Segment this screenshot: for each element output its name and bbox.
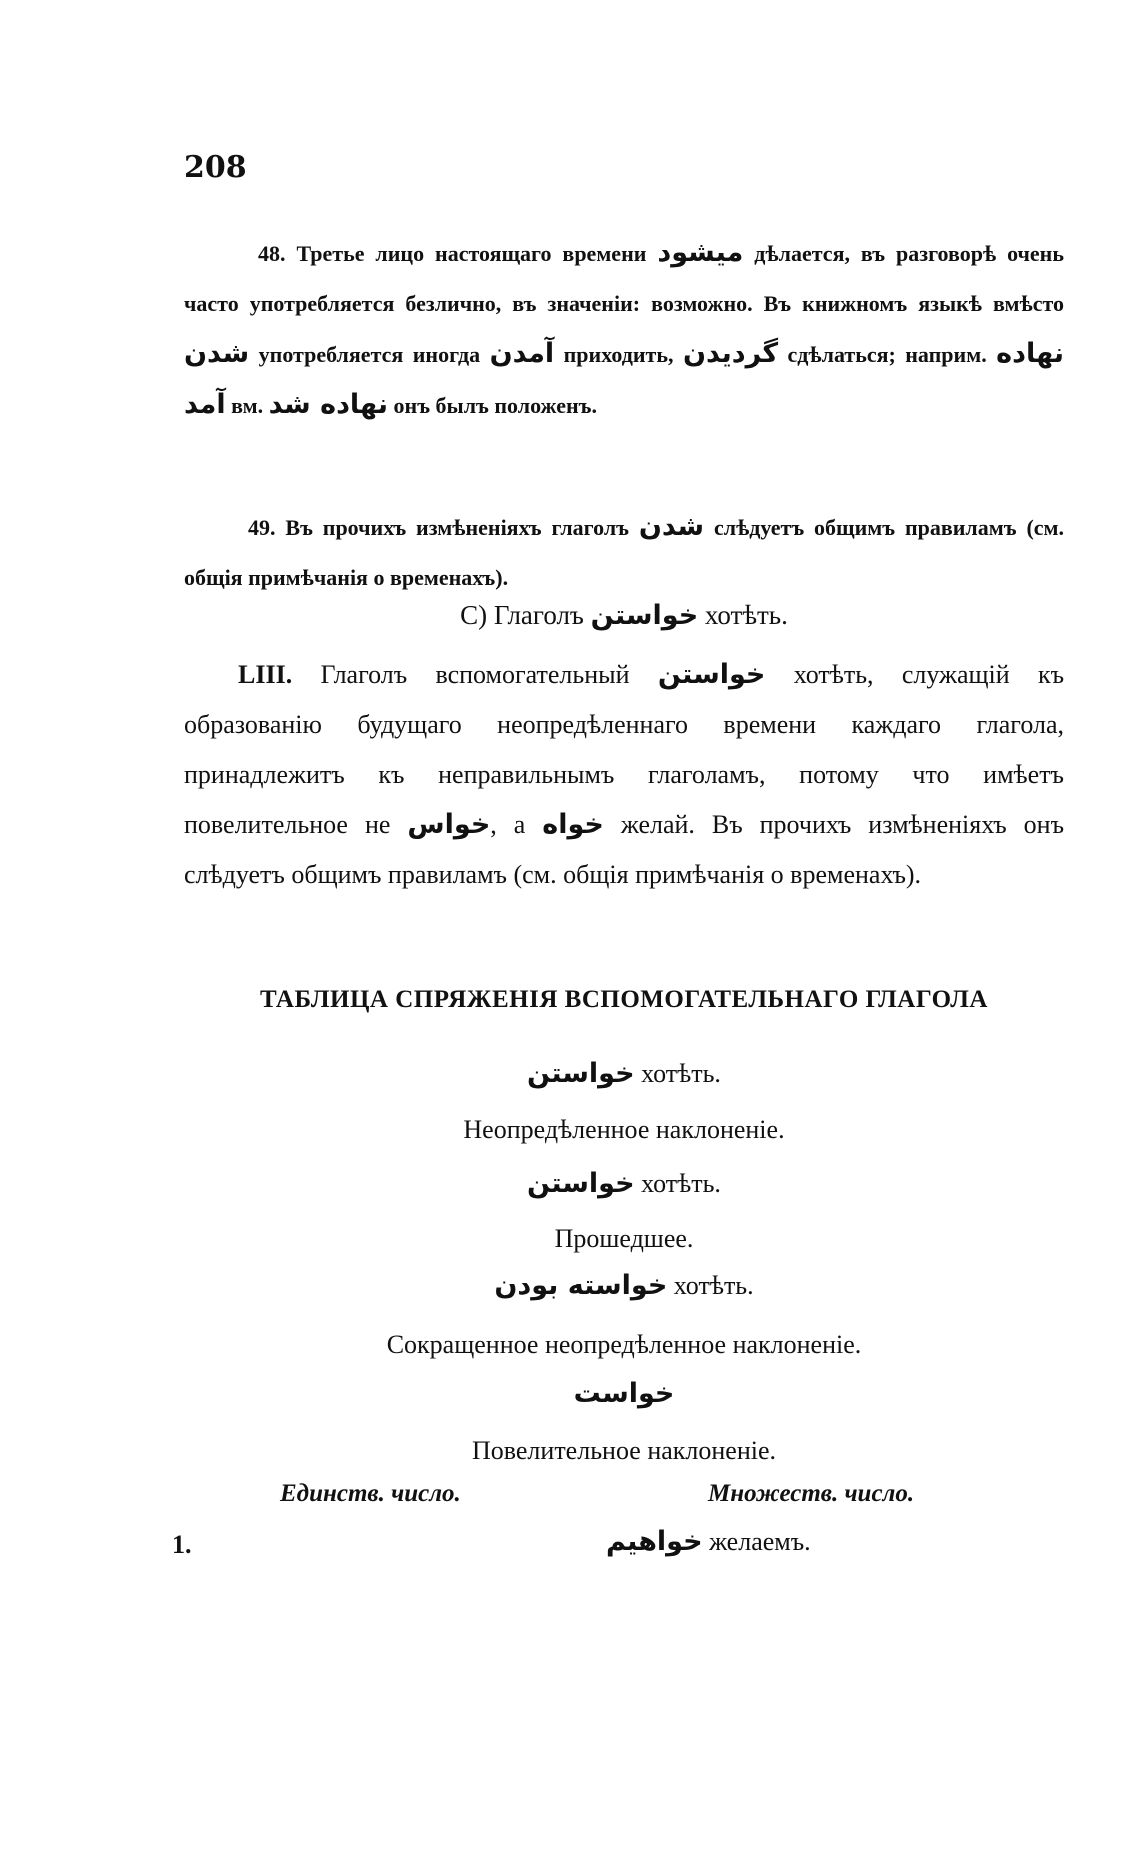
paragraph-number: 49. (248, 515, 276, 540)
table-row-1-plural (606, 1526, 811, 1557)
persian-word: خواستن (527, 1168, 635, 1199)
page-number: 208 (184, 150, 247, 185)
table-line-8: Повелительное наклоненіе. (471, 1436, 777, 1465)
persian-word: گردیدن (682, 338, 779, 369)
paragraph-49 (184, 502, 1064, 603)
text: сдѣлаться; наприм. (787, 342, 987, 367)
persian-word: شدن (184, 338, 250, 369)
text: хотѣть. (641, 1169, 721, 1198)
persian-word: نهاده شد (268, 389, 389, 420)
text: вм. (231, 393, 264, 418)
persian-word: خواستن (527, 1058, 635, 1089)
table-line-5 (184, 1270, 1064, 1301)
text: употребляется иногда (258, 342, 481, 367)
persian-word: خواستن (590, 600, 699, 631)
text: онъ былъ положенъ. (393, 393, 597, 418)
text: Глаголъ вспомогательный (320, 660, 630, 689)
table-line-1 (184, 1058, 1064, 1089)
table-heading: ТАБЛИЦА СПРЯЖЕНІЯ ВСПОМОГАТЕЛЬНАГО ГЛАГОЛА (259, 986, 988, 1013)
paragraph-number: 48. (258, 241, 286, 266)
section-c-heading (184, 600, 1064, 631)
text: желаемъ. (709, 1527, 811, 1556)
text: хотѣть. (641, 1059, 721, 1088)
persian-word: خواس (407, 809, 491, 840)
text: хотѣть. (704, 600, 788, 630)
column-header-plural: Множеств. число. (708, 1480, 915, 1507)
text: приходить, (563, 342, 674, 367)
text: C) Глаголъ (460, 600, 584, 630)
paragraph-liii (184, 650, 1064, 900)
table-line-3 (184, 1168, 1064, 1199)
persian-word: خواست (573, 1378, 675, 1409)
persian-word: خواهیم (606, 1526, 703, 1557)
table-line-2: Неопредѣленное наклоненіе. (463, 1115, 785, 1144)
text: Въ прочихъ измѣненіяхъ глаголъ (285, 515, 629, 540)
persian-word: نهاده آمد (184, 338, 1065, 420)
paragraph-48 (184, 228, 1064, 431)
persian-word: میشود (657, 237, 744, 268)
text: Третье лицо настоящаго времени (296, 241, 647, 266)
column-header-singular: Единств. число. (280, 1480, 461, 1507)
paragraph-number: LIII. (238, 660, 293, 689)
table-line-4: Прошедшее. (554, 1224, 694, 1253)
text: желай. Въ прочихъ измѣненіяхъ онъ слѣдуетъ общимъ правиламъ (см. общія примѣчанія о временахъ). (184, 810, 1065, 889)
row-number: 1. (172, 1530, 192, 1559)
persian-word: خواسته بودن (494, 1270, 668, 1301)
text: слѣдуетъ общимъ правиламъ (см. общія примѣчанія о временахъ). (184, 515, 1065, 590)
text: хотѣть, служащій къ образованію будущаго неопредѣленнаго времени каждаго глагола, принадлежитъ къ неправильнымъ глаголамъ, потому что имѣетъ повелительное не (184, 660, 1065, 839)
text: хотѣть. (673, 1271, 754, 1300)
text: , а (490, 810, 526, 839)
table-line-7 (184, 1378, 1064, 1409)
persian-word: خواه (542, 809, 604, 840)
persian-word: آمدن (489, 338, 555, 369)
table-line-6: Сокращенное неопредѣленное наклоненіе. (386, 1330, 862, 1359)
persian-word: خواستن (657, 659, 766, 690)
persian-word: شدن (638, 511, 705, 542)
text: дѣлается, въ разговорѣ очень часто употребляется безлично, въ значеніи: возможно. Въ книжномъ языкѣ вмѣсто (184, 241, 1064, 316)
